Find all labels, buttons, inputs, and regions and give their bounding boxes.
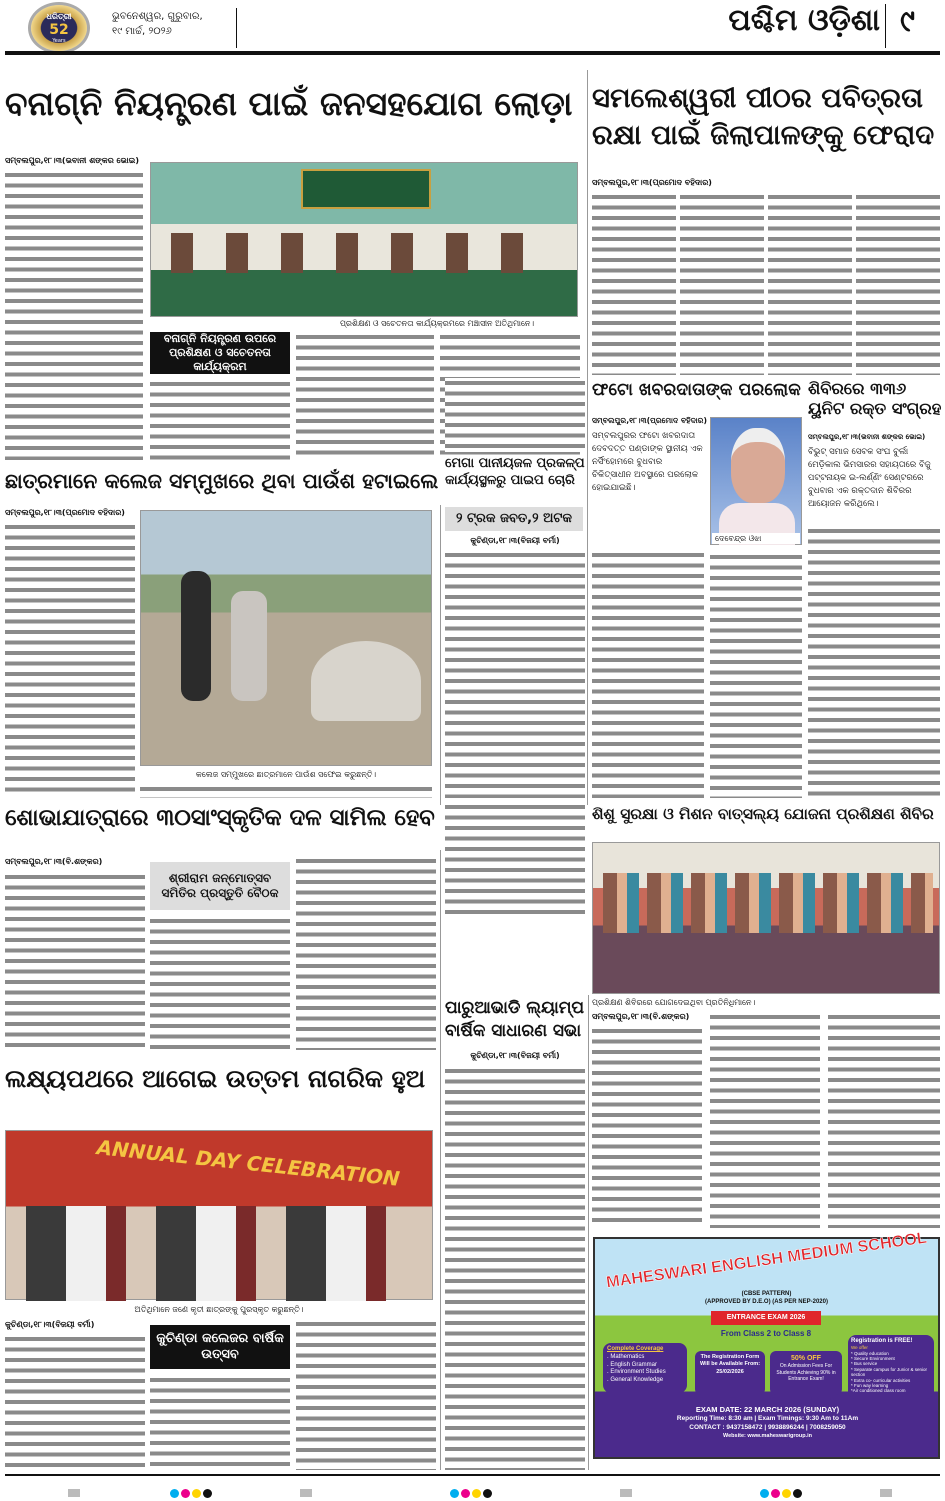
school-advertisement[interactable] <box>593 1228 940 1459</box>
photo-training-stage <box>150 162 578 317</box>
approved-text: (APPROVED BY D.E.O) (AS PER NEP-2020) <box>705 1299 828 1305</box>
article-text <box>296 1319 436 1470</box>
school-name: MAHESWARI ENGLISH MEDIUM SCHOOL <box>605 1228 928 1292</box>
subhead-box: ୨ ଟ୍ରକ ଜବତ,୨ ଅଟକ <box>445 507 583 531</box>
headline-blood-camp <box>808 379 940 429</box>
article-text <box>856 192 940 375</box>
offer-text: On Admission Fees For Students Achieving 90% in Entrance Exam! <box>776 1363 836 1383</box>
photo-caption: ଅତିଥିମାନେ ଜଣେ କୃତୀ ଛାତ୍ରଙ୍କୁ ପୁରସ୍କୃତ କରୁଛନ୍ତି। <box>134 1305 304 1314</box>
headline-procession: ଶୋଭାଯାତ୍ରାରେ ୩୦ସାଂସ୍କୃତିକ ଦଳ ସାମିଲ ହେବ <box>5 805 435 831</box>
headline-line: ସମଲେଶ୍ୱରୀ ପୀଠର ପବିତ୍ରତା <box>592 82 923 114</box>
article-text <box>296 856 436 1050</box>
dateline-date: ୧୯ ମାର୍ଚ୍ଚ, ୨୦୨୬ <box>112 26 172 37</box>
article-text <box>445 1066 585 1470</box>
masthead <box>0 0 945 56</box>
headline-line: ପାରୁଆଭାଡି ଲ୍ୟାମ୍ପ <box>445 997 585 1017</box>
article-text <box>445 802 585 920</box>
offer-item: * Fun way learning <box>851 1382 889 1388</box>
article-text <box>808 526 940 798</box>
dateline: କୁଚିଣ୍ଡା,୧୮।୩(ବିଜୟୀ ବର୍ମା) <box>5 1319 145 1331</box>
we-offer: We offer <box>851 1345 868 1351</box>
article-text <box>680 192 764 375</box>
article-text <box>768 192 852 375</box>
headline-forest-fire: ବନାଗ୍ନି ନିୟନ୍ତ୍ରଣ ପାଇଁ ଜନସହଯୋଗ ଲୋଡ଼ା <box>5 84 573 123</box>
coverage-item: . General Knowledge <box>607 1377 664 1384</box>
free-registration-box <box>848 1335 934 1399</box>
article-text <box>5 170 143 460</box>
photo-caption: ପ୍ରଶିକ୍ଷଣ ଶିବିରରେ ଯୋଗଦେଇଥିବା ପ୍ରତିନିଧିମାନେ। <box>592 998 756 1007</box>
website[interactable]: Website: www.maheswarigroup.in <box>723 1432 812 1439</box>
offer-title: 50% OFF <box>791 1355 821 1362</box>
dateline: ସମ୍ବଲପୁର,୧୮।୩(ଭବାନୀ ଶଙ୍କର ଭୋଇ) <box>808 431 940 443</box>
coverage-item: . English Grammar <box>607 1361 658 1368</box>
class-range: From Class 2 to Class 8 <box>720 1329 812 1338</box>
article-text <box>150 379 290 460</box>
headline-line: ରକ୍ଷା ପାଇଁ ଜିଲାପାଳଙ୍କୁ ଫେରାଦ <box>592 119 935 152</box>
dateline: କୁଚିଣ୍ଡା,୧୮।୩(ବିଜୟୀ ବର୍ମା) <box>445 535 585 547</box>
exam-timing: Reporting Time: 8:30 am | Exam Timings: 9:30 Am to 11Am <box>676 1415 859 1423</box>
headline-pipe-theft <box>445 456 585 504</box>
subhead-box: କୁଚିଣ୍ଡା କଲେଜର ବାର୍ଷିକ ଉତ୍ସବ <box>150 1325 290 1369</box>
entrance-exam-banner: ENTRANCE EXAM 2026 <box>711 1311 821 1325</box>
photo-training-hall <box>592 842 940 994</box>
photo-caption: କଲେଜ ସମ୍ମୁଖରେ ଛାତ୍ରମାନେ ପାଉଁଶ ସଫେଇ କରୁଛନ୍ତି। <box>195 770 377 779</box>
anniversary-logo <box>28 2 90 54</box>
headline-ash-removal: ଛାତ୍ରମାନେ କଲେଜ ସମ୍ମୁଖରେ ଥିବା ପାଉଁଶ ହଟାଇଲେ <box>5 469 439 493</box>
headline-line: କାର୍ଯ୍ୟସ୍ଥଳରୁ ପାଇପ ଚୋରି <box>445 472 575 488</box>
headline-child-protection: ଶିଶୁ ସୁରକ୍ଷା ଓ ମିଶନ ବାତ୍ସଲ୍ୟ ଯୋଜନା ପ୍ରଶିକ୍ଷଣ ଶିବିର <box>592 805 934 823</box>
headline-good-citizen: ଲକ୍ଷ୍ୟପଥରେ ଆଗେଇ ଉତ୍ତମ ନାଗରିକ ହୁଅ <box>5 1064 426 1093</box>
free-title: Registration is FREE! <box>851 1338 913 1344</box>
photo-portrait <box>710 417 802 545</box>
coverage-box <box>603 1343 687 1393</box>
subhead-box: ବନାଗ୍ନି ନିୟନ୍ତ୍ରଣ ଉପରେ ପ୍ରଶିକ୍ଷଣ ଓ ସଚେତନତା କାର୍ଯ୍ୟକ୍ରମ <box>150 332 290 374</box>
article-text <box>710 552 802 798</box>
article-text <box>5 1334 145 1470</box>
headline-line: ଶିବିରରେ ୩୩୬ <box>808 379 907 398</box>
headline-line: ମେଗା ପାନୀୟଜଳ ପ୍ରକଳ୍ପ <box>445 456 585 471</box>
article-text <box>296 332 434 460</box>
logo-sub: Years <box>52 38 66 44</box>
logo-years: 52 <box>49 22 69 38</box>
headline-samaleswari <box>592 80 940 174</box>
dateline-place-day: ଭୁବନେଶ୍ୱର, ଗୁରୁବାର, <box>112 11 203 22</box>
article-text <box>5 522 135 798</box>
article-text <box>445 378 585 452</box>
dateline: ସମ୍ବଲପୁର,୧୮।୩(ବି.ଶଙ୍କର) <box>5 856 145 868</box>
headline-lamp-meeting <box>445 996 585 1046</box>
article-lead: ବିଭୁଟ୍ ସମାଜ ସେବକ ସଂଘ ବୁର୍ଲା ମେଡ଼ିକାଲ ଭିମସାରର ସହାୟତାରେ ବିଜୁ ପଟ୍ଟନାୟକ ଇ-ଲର୍ଣ୍ଣିଂ ସେଣ୍ଟରରେ ବୁଧବାର ଏକ ରକ୍ତଦାନ ଶିବିରର ଆୟୋଜନ କରିଥିଲେ। <box>808 447 931 509</box>
offer-item: *Air conditioned class room <box>851 1388 906 1394</box>
coverage-item: . Environment Studies <box>607 1369 666 1376</box>
article-lead: ସମ୍ବଲପୁରର ଫଟୋ ଖବରଦାତା ଦେବଦତ୍ତ ପଣ୍ଡାଙ୍କ ସ୍ଥାନୀୟ ଏକ ନର୍ସିଂହୋମରେ ବୁଧବାର ଚିକିତ୍ସାଧୀନ ଅବସ୍ଥାରେ ପରଲୋକ ହୋଇଯାଇଛି। <box>592 431 703 493</box>
dateline: ସମ୍ବଲପୁର,୧୮।୩(ବି.ଶଙ୍କର) <box>592 1011 702 1023</box>
photo-caption: ପ୍ରଶିକ୍ଷଣ ଓ ସଚେତନତା କାର୍ଯ୍ୟକ୍ରମରେ ମଞ୍ଚାସୀନ ଅତିଥିମାନେ। <box>339 319 535 328</box>
offer-item: * Secure Environment <box>851 1355 895 1361</box>
subhead-box: ଶ୍ରୀରାମ ଜନ୍ମୋତ୍ସବ ସମିତିର ପ୍ରସ୍ତୁତି ବୈଠକ <box>150 862 290 910</box>
article-text <box>150 1375 290 1470</box>
article-text <box>592 1026 702 1228</box>
article-text <box>150 916 290 1050</box>
article-text <box>445 550 585 798</box>
photo-students-cleaning <box>140 510 432 766</box>
banner-text: ANNUAL DAY CELEBRATION <box>95 1135 401 1191</box>
photo-caption: ଦେବେନ୍ଦ୍ର ଓଝା <box>712 533 800 544</box>
headline-line: ବାର୍ଷିକ ସାଧାରଣ ସଭା <box>445 1019 582 1040</box>
offer-item: * Extra co- curricular activities <box>851 1377 911 1383</box>
offer-item: * Bus service <box>851 1361 878 1367</box>
article-text <box>140 784 432 798</box>
dateline: କୁଚିଣ୍ଡା,୧୮।୩(ବିଜୟୀ ବର୍ମା) <box>445 1050 585 1062</box>
page-number: ୯ <box>900 4 915 39</box>
coverage-item: . Mathematics <box>607 1353 645 1360</box>
coverage-title: Complete Coverage <box>607 1346 664 1352</box>
photo-annual-day <box>5 1130 433 1300</box>
section-title: ପଶ୍ଚିମ ଓଡ଼ିଶା <box>728 3 880 38</box>
registration-box: The Registration Form Will be Available From: 25/02/2026 <box>695 1351 765 1395</box>
headline-line: ୟୁନିଟ ରକ୍ତ ସଂଗ୍ରହ <box>808 398 942 418</box>
offer-item: * Separate campus for Junior & senior section <box>851 1366 928 1378</box>
article-text <box>710 1012 820 1228</box>
article-text <box>592 192 676 375</box>
dateline: ସମ୍ବଲପୁର,୧୮।୩(ପ୍ରମୋଦ ବହିଦାର) <box>5 507 137 519</box>
logo-text: ଧରିତ୍ରୀ <box>46 12 72 21</box>
article-text <box>592 550 704 798</box>
dateline: ସମ୍ବଲପୁର,୧୮।୩(ପ୍ରମୋଦ ବହିଦାର) <box>592 416 707 425</box>
article-text <box>5 872 145 1050</box>
cbse-pattern: (CBSE PATTERN) <box>741 1291 792 1297</box>
headline-photo-journalist: ଫଟୋ ଖବରଦାତାଙ୍କ ପରଲୋକ <box>592 380 801 400</box>
exam-date: EXAM DATE: 22 MARCH 2026 (SUNDAY) <box>695 1405 840 1414</box>
offer-box <box>770 1351 842 1395</box>
dateline: ସମ୍ବଲପୁର,୧୮।୩(ପ୍ରମୋଦ ବହିଦାର) <box>592 177 792 189</box>
article-text <box>828 1012 940 1228</box>
offer-item: * Quality education <box>851 1350 889 1356</box>
dateline: ସମ୍ବଲପୁର,୧୮।୩(ଭବାନୀ ଶଙ୍କର ଭୋଇ) <box>5 155 145 167</box>
contact-numbers: CONTACT : 9437158472 | 9938896244 | 7008259050 <box>689 1423 846 1431</box>
